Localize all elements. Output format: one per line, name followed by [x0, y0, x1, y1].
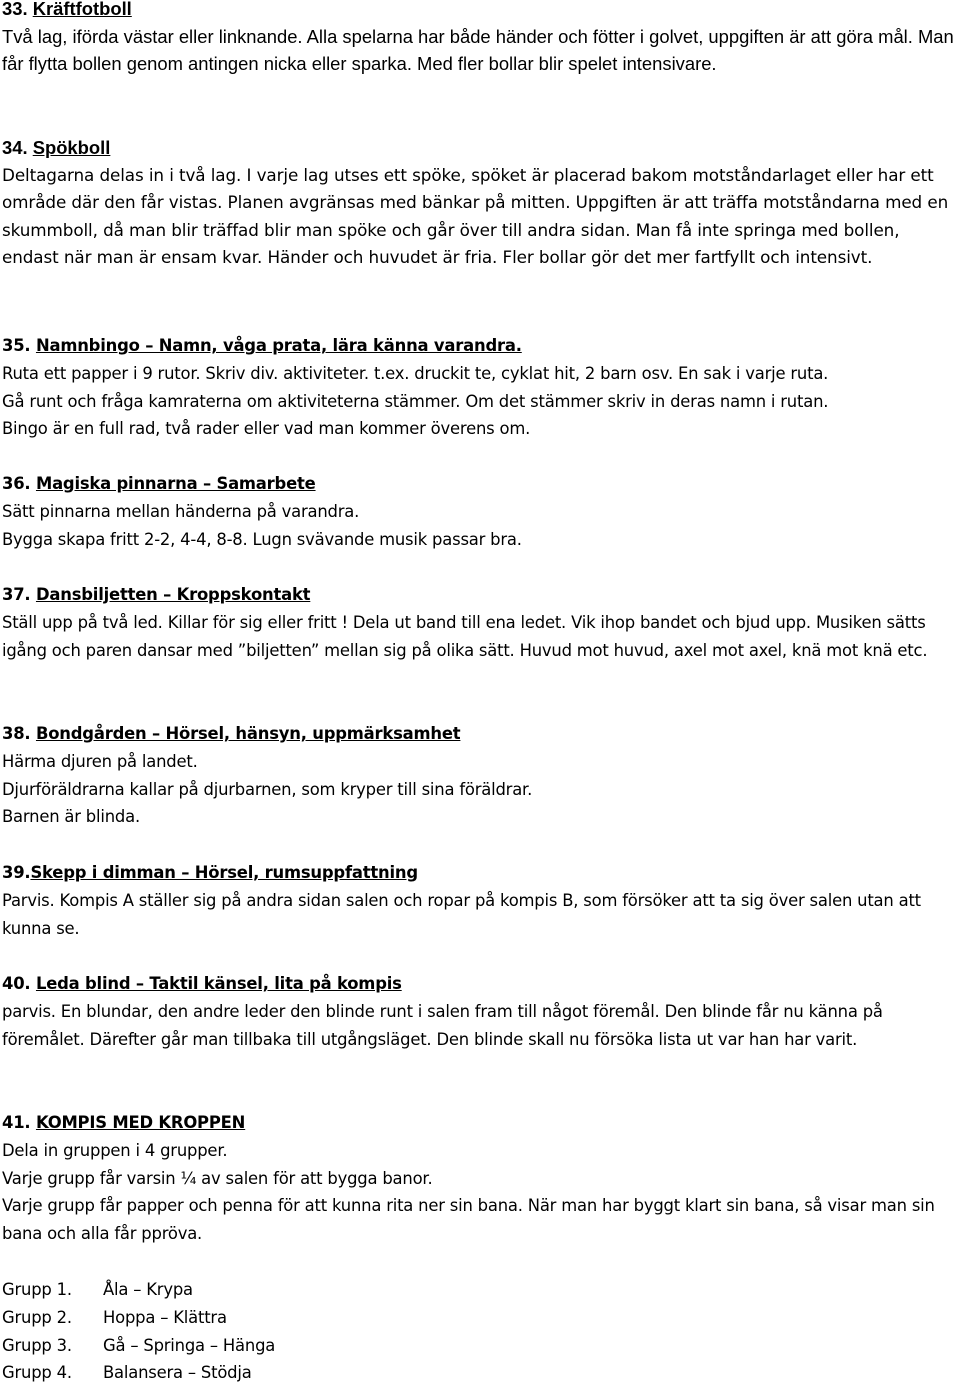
section-heading — [2, 134, 954, 162]
section-body-line: Varje grupp får papper och penna för att kunna rita ner sin bana. När man har byggt klart sin bana, så visar man sin bana och alla får ppröva. — [2, 1196, 935, 1244]
section-heading — [2, 581, 954, 609]
section-body-line: Dela in gruppen i 4 grupper. — [2, 1140, 228, 1160]
section-heading — [2, 0, 954, 23]
section-number: 40. — [2, 974, 31, 993]
section-number: 33. — [2, 0, 28, 19]
section-37 — [2, 581, 954, 664]
group-label: Grupp 4. — [2, 1363, 72, 1383]
section-title: Spökboll — [32, 137, 111, 158]
section-number: 38. — [2, 724, 31, 743]
group-row — [2, 1304, 954, 1332]
group-label: Grupp 1. — [2, 1280, 72, 1299]
group-activities: Åla – Krypa — [103, 1280, 193, 1299]
section-body-line: Barnen är blinda. — [2, 807, 140, 827]
section-heading — [2, 1109, 954, 1137]
section-34 — [2, 134, 954, 272]
section-title: Skepp i dimman – Hörsel, rumsuppfattning — [30, 863, 418, 882]
section-body-line: Härma djuren på landet. — [2, 751, 198, 771]
section-body: parvis. En blundar, den andre leder den blinde runt i salen fram till något föremål. Den blinde får nu känna på föremålet. Därefter går man tillbaka till utgångsläget. Den blinde skall nu försöka lista ut var han har varit. — [2, 1001, 883, 1049]
section-body: Deltagarna delas in i två lag. I varje lag utses ett spöke, spöket är placerad bakom motståndarlaget eller har ett område där den får vistas. Planen avgränsas med bänkar på mitten. Uppgiften är att träffa motståndarna med en skummboll, då man blir träffad blir man spöke och går över till andra sidan. Man få inte springa med bollen, endast när man är ensam kvar. Händer och huvudet är fria. Fler bollar gör det mer fartfyllt och intensivt. — [2, 164, 949, 268]
section-number: 41. — [2, 1113, 31, 1132]
section-body-line: Sätt pinnarna mellan händerna på varandra. — [2, 501, 360, 521]
section-title: Namnbingo – Namn, våga prata, lära känna varandra. — [35, 336, 522, 355]
section-number: 37. — [2, 585, 31, 604]
section-title: Dansbiljetten – Kroppskontakt — [35, 585, 311, 604]
section-heading — [2, 859, 954, 887]
section-body-line: Gå runt och fråga kamraterna om aktiviteterna stämmer. Om det stämmer skriv in deras namn i rutan. — [2, 391, 829, 411]
section-body-line: Djurföräldrarna kallar på djurbarnen, som kryper till sina föräldrar. — [2, 779, 533, 799]
section-38 — [2, 720, 954, 831]
section-number: 36. — [2, 474, 31, 493]
section-number: 35. — [2, 336, 31, 355]
group-row — [2, 1276, 954, 1304]
group-label: Grupp 2. — [2, 1307, 72, 1327]
section-heading — [2, 720, 954, 748]
section-title: Bondgården – Hörsel, hänsyn, uppmärksamhet — [35, 724, 461, 743]
section-number: 34. — [2, 137, 28, 158]
group-activities: Gå – Springa – Hänga — [103, 1335, 276, 1355]
section-heading — [2, 970, 954, 998]
section-35 — [2, 332, 954, 443]
section-body-line: Ruta ett papper i 9 rutor. Skriv div. aktiviteter. t.ex. druckit te, cyklat hit, 2 barn osv. En sak i varje ruta. — [2, 363, 829, 383]
section-body-line: Bygga skapa fritt 2-2, 4-4, 8-8. Lugn svävande musik passar bra. — [2, 529, 522, 549]
group-label: Grupp 3. — [2, 1335, 72, 1355]
section-body: Två lag, iförda västar eller linknande. Alla spelarna har både händer och fötter i golvet, uppgiften är att göra mål. Man får flytta bollen genom antingen nicka eller sparka. Med fler bollar blir spelet intensivare. — [2, 25, 954, 75]
section-body: Parvis. Kompis A ställer sig på andra sidan salen och ropar på kompis B, som försöker att ta sig över salen utan att kunna se. — [2, 890, 921, 938]
section-33 — [2, 0, 954, 78]
section-body: Ställ upp på två led. Killar för sig eller fritt ! Dela ut band till ena ledet. Vik ihop bandet och bjud upp. Musiken sätts igång och paren dansar med ”biljetten” mellan sig på olika sätt. Huvud mot huvud, axel mot axel, knä mot knä etc. — [2, 612, 928, 660]
section-title: Leda blind – Taktil känsel, lita på kompis — [35, 974, 402, 993]
section-title: Magiska pinnarna – Samarbete — [35, 474, 316, 493]
section-number: 39. — [2, 863, 31, 882]
group-row — [2, 1359, 954, 1387]
section-36 — [2, 470, 954, 553]
section-body-line: Bingo är en full rad, två rader eller vad man kommer överens om. — [2, 419, 531, 439]
group-activities: Balansera – Stödja — [103, 1363, 252, 1383]
group-activities: Hoppa – Klättra — [103, 1307, 227, 1327]
section-body-line: Varje grupp får varsin ¼ av salen för att bygga banor. — [2, 1168, 433, 1188]
section-40 — [2, 970, 954, 1053]
section-title: KOMPIS MED KROPPEN — [35, 1113, 246, 1132]
section-heading — [2, 332, 954, 360]
group-list — [2, 1276, 954, 1387]
section-title: Kräftfotboll — [32, 0, 132, 19]
section-heading — [2, 470, 954, 498]
section-39 — [2, 859, 954, 942]
group-row — [2, 1332, 954, 1360]
section-41 — [2, 1109, 954, 1248]
